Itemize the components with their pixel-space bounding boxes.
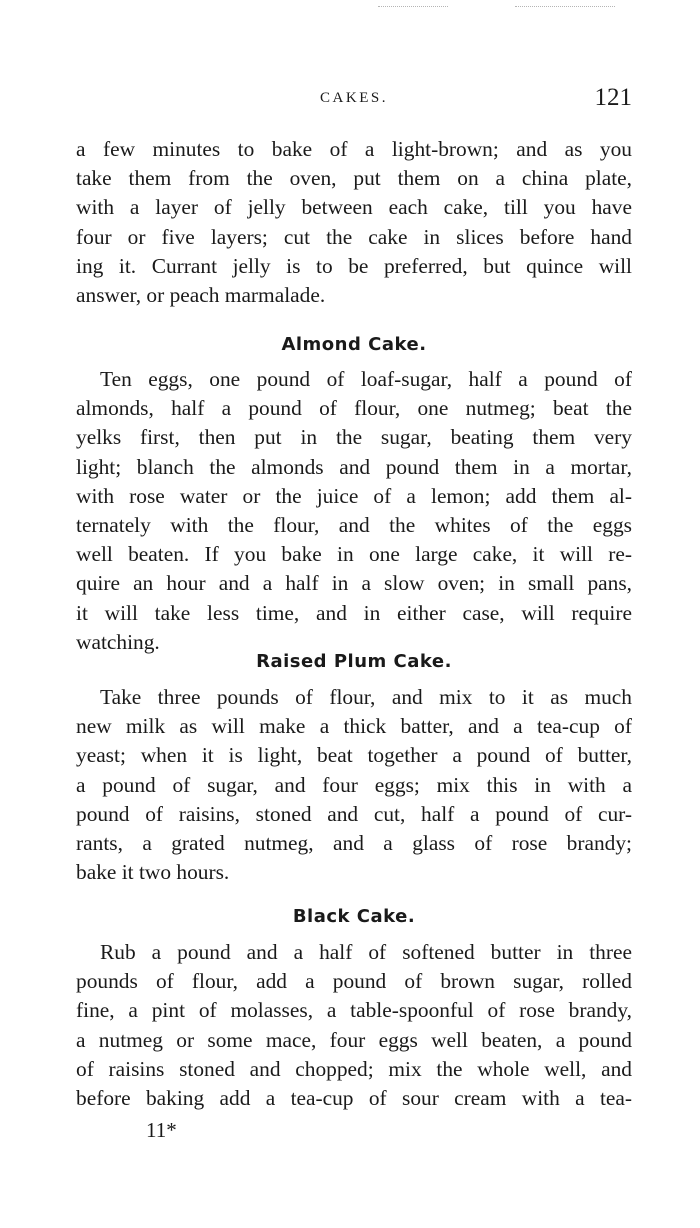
text-line: ternately with the flour, and the whites of the eggs	[76, 513, 632, 538]
page-number: 121	[594, 84, 632, 111]
running-header	[76, 84, 632, 116]
text-line: yeast; when it is light, beat together a pound of butter,	[76, 743, 632, 768]
text-line: a few minutes to bake of a light-brown; and as you	[76, 137, 632, 161]
text-line: take them from the oven, put them on a china plate,	[76, 166, 632, 191]
text-line: new milk as will make a thick batter, and a tea-cup of	[76, 714, 632, 739]
text-line: watching.	[76, 629, 160, 654]
text-line: of raisins stoned and chopped; mix the whole well, and	[76, 1056, 632, 1081]
recipe-heading-black-cake: Black Cake.	[292, 906, 416, 927]
text-line: light; blanch the almonds and pound them in a mortar,	[76, 454, 632, 479]
text-line: fine, a pint of molasses, a table-spoonful of rose brandy,	[76, 998, 632, 1023]
text-line: a pound of sugar, and four eggs; mix this in with a	[76, 772, 632, 797]
text-line: Take three pounds of flour, and mix to it as much	[100, 685, 632, 709]
text-line: ing it. Currant jelly is to be preferred, but quince will	[76, 253, 632, 278]
intro-paragraph	[76, 135, 632, 310]
signature-mark: 11*	[146, 1118, 177, 1142]
text-line: rants, a grated nutmeg, and a glass of rose brandy;	[76, 831, 632, 856]
text-line: pound of raisins, stoned and cut, half a pound of cur-	[76, 801, 632, 826]
text-line: answer, or peach marmalade.	[76, 283, 326, 308]
running-title: CAKES.	[320, 90, 388, 106]
text-line: Ten eggs, one pound of loaf-sugar, half a pound of	[100, 367, 632, 391]
text-line: almonds, half a pound of flour, one nutmeg; beat the	[76, 396, 632, 421]
text-line: with a layer of jelly between each cake, till you have	[76, 195, 632, 220]
top-edge-rule	[378, 6, 448, 9]
recipe-body-black-cake	[76, 938, 632, 1113]
text-line: bake it two hours.	[76, 860, 230, 885]
text-line: pounds of flour, add a pound of brown sugar, rolled	[76, 969, 632, 994]
top-edge-rule	[515, 6, 615, 9]
text-line: well beaten. If you bake in one large cake, it will re-	[76, 542, 632, 567]
text-line: yelks first, then put in the sugar, beating them very	[76, 425, 632, 450]
recipe-body-raised-plum-cake	[76, 683, 632, 887]
text-line: before baking add a tea-cup of sour cream with a tea-	[76, 1086, 632, 1111]
recipe-body-almond-cake	[76, 365, 632, 657]
text-line: it will take less time, and in either case, will require	[76, 600, 632, 625]
recipe-heading-raised-plum-cake: Raised Plum Cake.	[256, 651, 452, 672]
text-line: four or five layers; cut the cake in slices before hand	[76, 224, 632, 249]
text-line: with rose water or the juice of a lemon; add them al-	[76, 483, 632, 508]
text-line: a nutmeg or some mace, four eggs well beaten, a pound	[76, 1027, 632, 1052]
recipe-heading-almond-cake: Almond Cake.	[281, 334, 427, 355]
text-line: Rub a pound and a half of softened butter in three	[100, 940, 632, 964]
text-line: quire an hour and a half in a slow oven; in small pans,	[76, 571, 632, 596]
